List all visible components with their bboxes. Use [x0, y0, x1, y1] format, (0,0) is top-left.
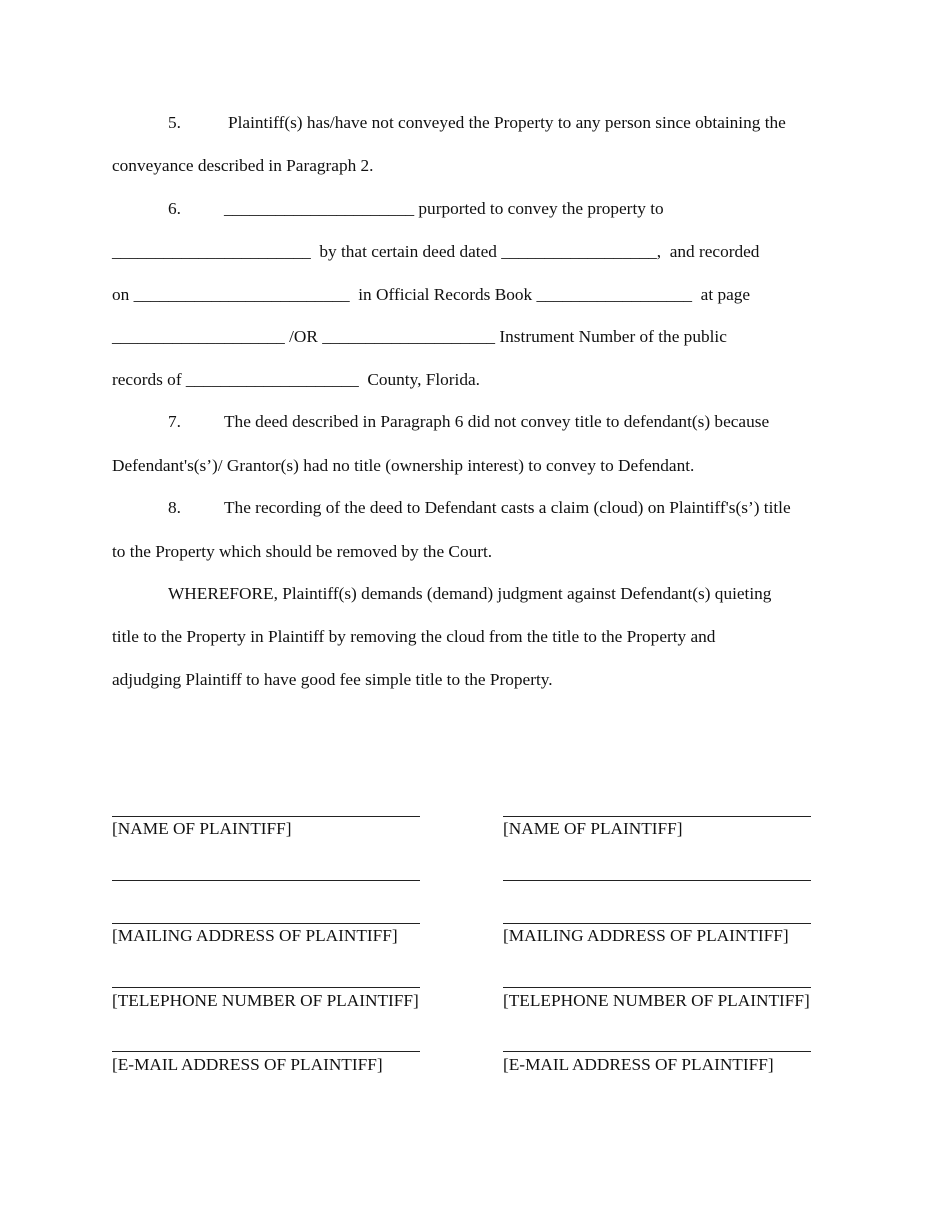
address-line-2[interactable] — [112, 923, 420, 924]
name-label: [NAME OF PLAINTIFF] — [503, 819, 683, 838]
telephone-label: [TELEPHONE NUMBER OF PLAINTIFF] — [503, 991, 810, 1010]
name-signature-line[interactable] — [112, 816, 420, 817]
email-label: [E-MAIL ADDRESS OF PLAINTIFF] — [503, 1055, 774, 1074]
email-line[interactable] — [503, 1051, 811, 1052]
paragraph-7-line-1: The deed described in Paragraph 6 did not convey title to defendant(s) because — [224, 412, 770, 431]
paragraph-7-line-2: Defendant's(s’)/ Grantor(s) had no title (ownership interest) to convey to Defendant. — [112, 456, 695, 475]
paragraph-6-line-2: _______________________ by that certain deed dated __________________, and recorded — [112, 242, 760, 261]
email-label: [E-MAIL ADDRESS OF PLAINTIFF] — [112, 1055, 383, 1074]
mailing-address-label: [MAILING ADDRESS OF PLAINTIFF] — [503, 926, 789, 945]
paragraph-8-line-1: The recording of the deed to Defendant casts a claim (cloud) on Plaintiff's(s’) title — [224, 498, 791, 517]
address-line-2[interactable] — [503, 923, 811, 924]
paragraph-8-number: 8. — [168, 498, 181, 517]
paragraph-8-line-2: to the Property which should be removed by the Court. — [112, 542, 493, 561]
paragraph-5-line-2: conveyance described in Paragraph 2. — [112, 156, 374, 175]
paragraph-6-line-3: on _________________________ in Official Records Book __________________ at page — [112, 285, 751, 304]
mailing-address-label: [MAILING ADDRESS OF PLAINTIFF] — [112, 926, 398, 945]
email-line[interactable] — [112, 1051, 420, 1052]
paragraph-7-number: 7. — [168, 412, 181, 431]
telephone-line[interactable] — [112, 987, 420, 988]
name-signature-line[interactable] — [503, 816, 811, 817]
wherefore-line-2: title to the Property in Plaintiff by removing the cloud from the title to the Property and — [112, 627, 716, 646]
wherefore-line-1: WHEREFORE, Plaintiff(s) demands (demand) judgment against Defendant(s) quieting — [168, 584, 772, 603]
telephone-label: [TELEPHONE NUMBER OF PLAINTIFF] — [112, 991, 419, 1010]
paragraph-5-number: 5. — [168, 113, 181, 132]
paragraph-6-line-1: ______________________ purported to convey the property to — [224, 199, 664, 218]
address-line-1[interactable] — [112, 880, 420, 881]
address-line-1[interactable] — [503, 880, 811, 881]
paragraph-5-line-1: Plaintiff(s) has/have not conveyed the Property to any person since obtaining the — [228, 113, 786, 132]
wherefore-line-3: adjudging Plaintiff to have good fee simple title to the Property. — [112, 670, 553, 689]
paragraph-6-line-4: ____________________ /OR ____________________ Instrument Number of the public — [112, 327, 727, 346]
paragraph-6-line-5: records of ____________________ County, Florida. — [112, 370, 480, 389]
name-label: [NAME OF PLAINTIFF] — [112, 819, 292, 838]
paragraph-6-number: 6. — [168, 199, 181, 218]
telephone-line[interactable] — [503, 987, 811, 988]
